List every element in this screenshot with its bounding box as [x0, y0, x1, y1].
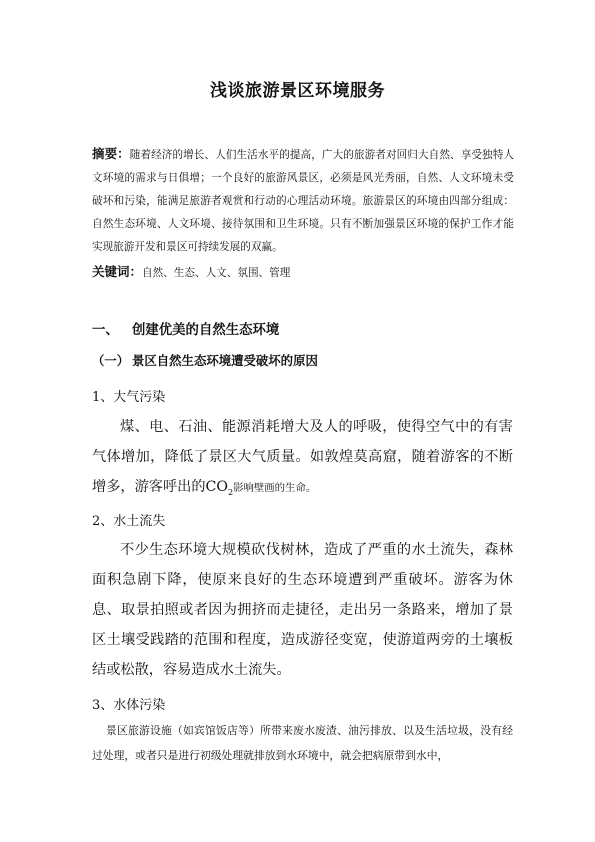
- paragraph-soil-erosion: 不少生态环境大规模砍伐树林，造成了严重的水土流失，森林面积急剧下降，使原来良好的生态环境遭到严重破坏。游客为休息、取景拍照或者因为拥挤而走捷径，走出另一条路来，增加了景区土壤受践踏的范围和程度，造成游径变宽，使游道两旁的土壤板结或松散，容易造成水土流失。: [92, 542, 513, 678]
- keywords-text: 自然、生态、人文、氛围、管理: [142, 267, 291, 279]
- paragraph-air-pollution-tail: 影响壁画的生命。: [233, 482, 317, 494]
- document-title: 浅谈旅游景区环境服务: [210, 81, 385, 101]
- paragraph-air-pollution-text: 煤、电、石油、能源消耗增大及人的呼吸，使得空气中的有害气体增加，降低了景区大气质量。如敦煌莫高窟，随着游客的不断增多，游客呼出的: [92, 419, 513, 495]
- paragraph-water-pollution: 景区旅游设施（如宾馆饭店等）所带来废水废渣、油污排放、以及生活垃圾，没有经过处理，或者只是进行初级处理就排放到水环境中，就会把病原带到水中，: [92, 724, 513, 762]
- abstract-label: 摘要：: [92, 146, 130, 161]
- section-heading: [92, 319, 279, 338]
- item-heading-water-pollution: 3、水体污染: [92, 698, 166, 713]
- subsection-number: （一）: [92, 353, 130, 368]
- subsection-title: 景区自然生态环境遭受破坏的原因: [132, 353, 318, 368]
- section-title: 创建优美的自然生态环境: [132, 323, 280, 338]
- keywords-line: [92, 262, 514, 280]
- subsection-heading: [92, 351, 318, 369]
- paragraph-air-pollution: [92, 412, 513, 508]
- keywords-label: 关键词：: [92, 264, 143, 279]
- item-heading-air-pollution: 1、大气污染: [92, 390, 166, 405]
- abstract-paragraph: [92, 142, 514, 259]
- item-heading-soil-erosion: 2、水土流失: [92, 514, 166, 529]
- co2-formula: $CO_2$: [205, 479, 234, 497]
- section-number: 一、: [92, 323, 119, 338]
- abstract-text: 随着经济的增长、人们生活水平的提高，广大的旅游者对回归大自然、享受独特人文环境的需求与日俱增；一个良好的旅游风景区，必须是风光秀丽，自然、人文环境未受破坏和污染，能满足旅游者观赏和行动的心理活动环境。旅游景区的环境由四部分组成：自然生态环境、人文环境、接待氛围和卫生环境。只有不断加强景区环境的保护工作才能实现旅游开发和景区可持续发展的双赢。: [92, 149, 514, 253]
